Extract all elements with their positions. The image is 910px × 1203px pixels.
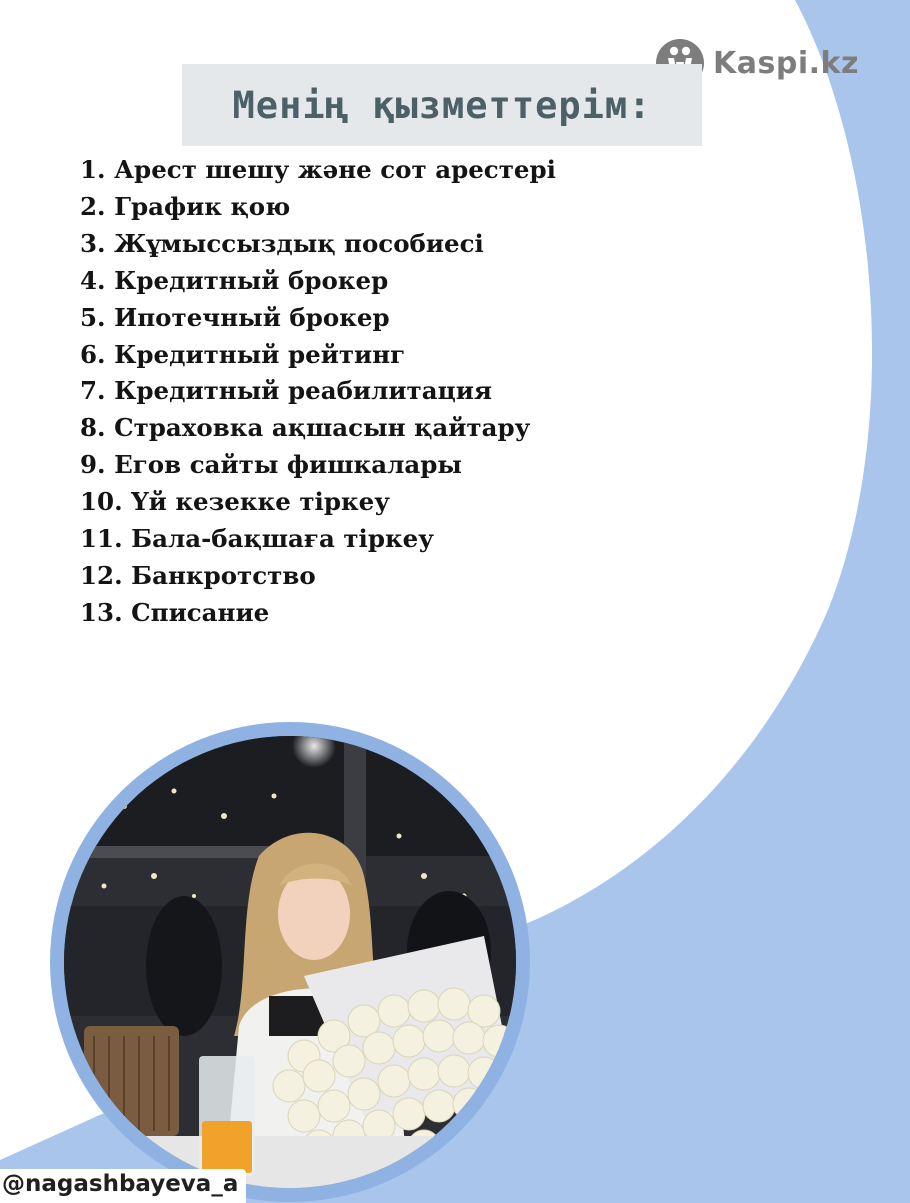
services-list [80,152,556,632]
list-item: 11. Бала-бақшаға тіркеу [80,524,434,554]
list-item: 13. Списание [80,597,270,627]
list-item: 2. График қою [80,191,291,221]
list-item: 12. Банкротство [80,560,316,590]
title-box [182,64,702,146]
list-item: 8. Страховка ақшасын қайтару [80,413,531,443]
list-item: 4. Кредитный брокер [80,265,389,295]
page-title: Менің қызметтерім: [232,83,652,127]
profile-photo [64,736,516,1188]
list-item: 10. Үй кезекке тіркеу [80,487,390,517]
brand-name: Kaspi.kz [713,45,859,81]
instagram-handle[interactable]: @nagashbayeva_a [0,1169,246,1203]
list-item: 7. Кредитный реабилитация [80,376,492,406]
avatar [64,736,516,1188]
list-item: 5. Ипотечный брокер [80,302,390,332]
list-item: 9. Егов сайты фишкалары [80,450,462,480]
list-item: 1. Арест шешу және сот арестері [80,155,556,184]
list-item: 6. Кредитный рейтинг [80,339,406,369]
list-item: 3. Жұмыссыздық пособиесі [80,228,484,258]
